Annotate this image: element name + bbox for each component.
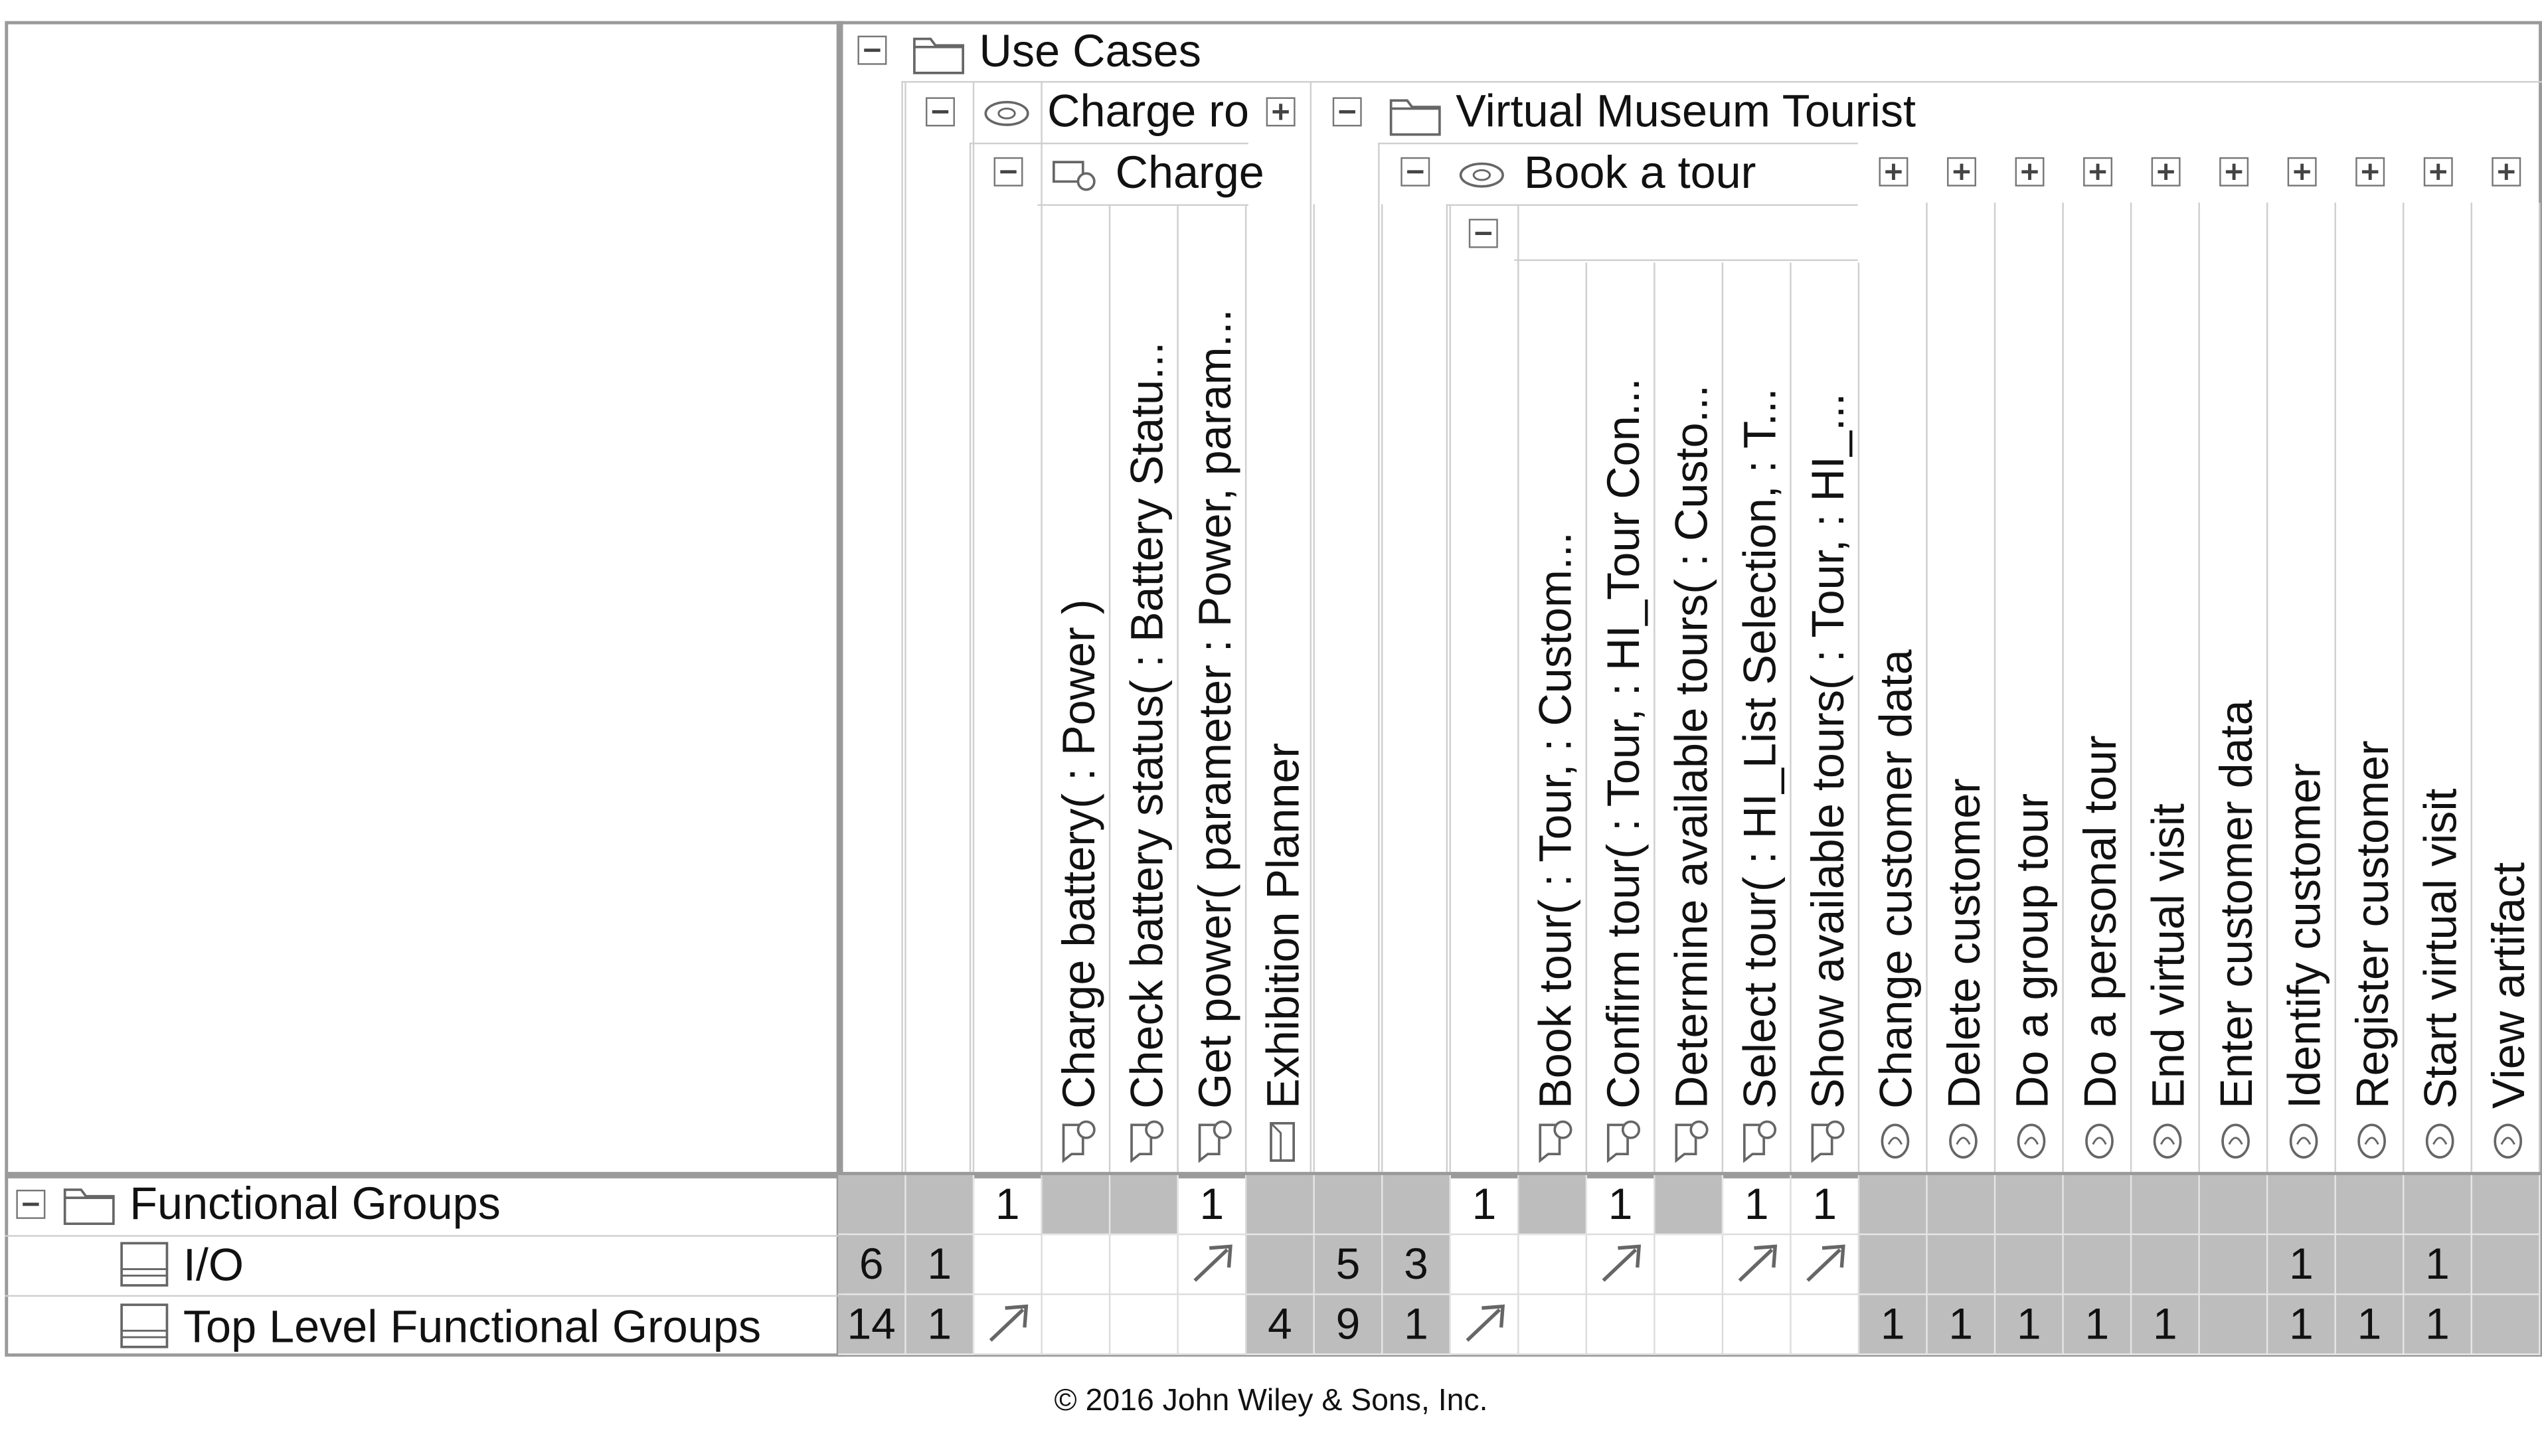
cell-count: 1 bbox=[2153, 1299, 2177, 1348]
operation-icon bbox=[1806, 1119, 1845, 1161]
column-header-label: Do a personal tour bbox=[2075, 735, 2126, 1109]
expand-use-case-button[interactable] bbox=[2492, 157, 2521, 187]
matrix-cell[interactable] bbox=[1383, 1295, 1451, 1355]
matrix-cell[interactable] bbox=[2404, 1235, 2472, 1295]
collapse-virtual-museum-tourist-button[interactable] bbox=[1333, 97, 1362, 126]
use-case-icon bbox=[2282, 1119, 2322, 1161]
dependency-arrow-cell[interactable] bbox=[1587, 1235, 1655, 1295]
cell-count: 1 bbox=[927, 1299, 952, 1348]
collapse-node-button[interactable] bbox=[1469, 219, 1498, 248]
matrix-cell[interactable] bbox=[1995, 1235, 2064, 1295]
matrix-cell[interactable] bbox=[2064, 1175, 2132, 1235]
matrix-cell[interactable] bbox=[1995, 1175, 2064, 1235]
column-separator bbox=[973, 81, 974, 1172]
use-case-icon bbox=[2010, 1119, 2049, 1161]
column-separator bbox=[904, 81, 906, 1172]
row-label-top-level-functional-groups[interactable]: Top Level Functional Groups bbox=[183, 1301, 762, 1352]
block-icon bbox=[1051, 154, 1099, 193]
block-icon bbox=[120, 1242, 169, 1287]
matrix-cell[interactable] bbox=[1246, 1175, 1315, 1235]
collapse-use-cases-button[interactable] bbox=[857, 36, 887, 65]
column-header-label: Exhibition Planner bbox=[1258, 742, 1309, 1109]
matrix-cell[interactable] bbox=[1315, 1235, 1383, 1295]
matrix-cell[interactable] bbox=[2268, 1175, 2336, 1235]
matrix-cell[interactable] bbox=[1315, 1175, 1383, 1235]
cell-count: 1 bbox=[2357, 1299, 2382, 1348]
matrix-cell[interactable] bbox=[1792, 1295, 1860, 1355]
matrix-cell[interactable] bbox=[2200, 1295, 2268, 1355]
expand-use-case-button[interactable] bbox=[1947, 157, 1976, 187]
operation-icon bbox=[1533, 1119, 1572, 1161]
use-case-icon bbox=[2215, 1119, 2254, 1161]
cell-count: 9 bbox=[1335, 1299, 1361, 1348]
matrix-cell[interactable] bbox=[1792, 1175, 1860, 1235]
cell-count: 1 bbox=[1812, 1179, 1837, 1228]
expand-use-case-button[interactable] bbox=[2152, 157, 2181, 187]
matrix-cell[interactable] bbox=[1519, 1175, 1588, 1235]
column-header-label: Enter customer data bbox=[2211, 700, 2262, 1109]
row-label-io[interactable]: I/O bbox=[183, 1240, 244, 1291]
matrix-cell[interactable] bbox=[1723, 1295, 1792, 1355]
column-header-label: Register customer bbox=[2347, 740, 2398, 1109]
expand-use-case-button[interactable] bbox=[2424, 157, 2453, 187]
use-case-icon bbox=[2418, 1119, 2458, 1161]
column-separator bbox=[1381, 204, 1383, 1172]
dependency-arrow-cell[interactable] bbox=[1179, 1235, 1247, 1295]
use-case-icon bbox=[2078, 1119, 2118, 1161]
cell-count: 1 bbox=[1472, 1179, 1497, 1228]
cell-count: 4 bbox=[1268, 1299, 1292, 1348]
matrix-cell[interactable] bbox=[838, 1175, 906, 1235]
cell-count: 1 bbox=[2425, 1239, 2450, 1288]
matrix-cell[interactable] bbox=[1451, 1235, 1519, 1295]
matrix-cell[interactable] bbox=[1246, 1235, 1315, 1295]
expand-use-case-button[interactable] bbox=[2288, 157, 2317, 187]
matrix-cell[interactable] bbox=[1110, 1295, 1179, 1355]
column-header-label: Start virtual visit bbox=[2415, 788, 2466, 1109]
book-a-tour-label: Book a tour bbox=[1523, 147, 1756, 198]
operation-icon bbox=[1193, 1119, 1232, 1161]
dependency-arrow-cell[interactable] bbox=[1792, 1235, 1860, 1295]
operation-icon bbox=[1670, 1119, 1709, 1161]
use-case-icon bbox=[1458, 159, 1506, 191]
matrix-cell[interactable] bbox=[1519, 1235, 1588, 1295]
matrix-cell[interactable] bbox=[2064, 1235, 2132, 1295]
matrix-cell[interactable] bbox=[1655, 1235, 1724, 1295]
dependency-arrow-icon bbox=[1187, 1242, 1236, 1287]
collapse-functional-groups-button[interactable] bbox=[16, 1190, 45, 1219]
matrix-cell[interactable] bbox=[906, 1235, 975, 1295]
dependency-arrow-icon bbox=[1733, 1242, 1781, 1287]
matrix-cell[interactable] bbox=[1383, 1235, 1451, 1295]
cell-count: 1 bbox=[1199, 1179, 1225, 1228]
expand-use-case-button[interactable] bbox=[2083, 157, 2112, 187]
matrix-cell[interactable] bbox=[1043, 1235, 1111, 1295]
dependency-arrow-icon bbox=[1800, 1242, 1849, 1287]
charge-block-label: Charge bbox=[1115, 147, 1264, 198]
row-label-functional-groups[interactable]: Functional Groups bbox=[129, 1178, 501, 1229]
cell-count: 1 bbox=[1744, 1179, 1769, 1228]
cell-count: 1 bbox=[2016, 1299, 2041, 1348]
cell-count: 1 bbox=[927, 1239, 952, 1288]
matrix-cell[interactable] bbox=[1655, 1295, 1724, 1355]
matrix-cell[interactable] bbox=[974, 1235, 1043, 1295]
charge-robot-label: Charge ro bbox=[1047, 86, 1250, 137]
matrix-cell[interactable] bbox=[2336, 1295, 2405, 1355]
column-header-label: Book tour( : Tour, : Custom... bbox=[1530, 532, 1581, 1109]
operation-icon bbox=[1057, 1119, 1096, 1161]
matrix-cell[interactable] bbox=[2472, 1235, 2541, 1295]
matrix-cell[interactable] bbox=[1723, 1175, 1792, 1235]
dependency-arrow-cell[interactable] bbox=[1451, 1295, 1519, 1355]
column-header-label: Delete customer bbox=[1938, 778, 1990, 1109]
column-header-label: View artifact bbox=[2484, 862, 2534, 1109]
matrix-cell[interactable] bbox=[1043, 1175, 1111, 1235]
folder-icon bbox=[912, 33, 964, 74]
expand-use-case-button[interactable] bbox=[2219, 157, 2248, 187]
column-header-label: Change customer data bbox=[1871, 649, 1921, 1109]
row-header-divider bbox=[837, 21, 843, 1357]
column-separator bbox=[1517, 204, 1519, 1172]
matrix-cell[interactable] bbox=[2404, 1295, 2472, 1355]
column-header-label: End virtual visit bbox=[2143, 803, 2194, 1109]
matrix-cell[interactable] bbox=[1587, 1175, 1655, 1235]
use-case-icon bbox=[1942, 1119, 1982, 1161]
column-header-label: Select tour( : HI_List Selection, : T... bbox=[1735, 388, 1785, 1109]
matrix-cell[interactable] bbox=[1928, 1295, 1996, 1355]
matrix-cell[interactable] bbox=[2200, 1175, 2268, 1235]
folder-icon bbox=[63, 1183, 115, 1225]
cell-count: 3 bbox=[1404, 1239, 1428, 1288]
matrix-cell[interactable] bbox=[1110, 1235, 1179, 1295]
dependency-arrow-cell[interactable] bbox=[1723, 1235, 1792, 1295]
matrix-cell[interactable] bbox=[1451, 1175, 1519, 1235]
matrix-cell[interactable] bbox=[2268, 1235, 2336, 1295]
matrix-cell[interactable] bbox=[906, 1295, 975, 1355]
expand-node-button[interactable] bbox=[1266, 97, 1296, 126]
cell-count: 5 bbox=[1335, 1239, 1361, 1288]
matrix-cell[interactable] bbox=[2064, 1295, 2132, 1355]
matrix-cell[interactable] bbox=[1928, 1235, 1996, 1295]
block-icon bbox=[120, 1303, 169, 1348]
column-header-label: Get power( parameter : Power, param... bbox=[1189, 309, 1240, 1109]
matrix-cell[interactable] bbox=[1179, 1295, 1247, 1355]
operation-icon bbox=[1738, 1119, 1777, 1161]
matrix-cell[interactable] bbox=[906, 1175, 975, 1235]
matrix-cell[interactable] bbox=[1995, 1295, 2064, 1355]
column-header-label: Identify customer bbox=[2279, 763, 2330, 1109]
column-header-label: Check battery status( : Battery Statu... bbox=[1122, 341, 1173, 1109]
matrix-cell[interactable] bbox=[1519, 1295, 1588, 1355]
matrix-cell[interactable] bbox=[1859, 1175, 1928, 1235]
matrix-cell[interactable] bbox=[1928, 1175, 1996, 1235]
use-case-icon bbox=[2146, 1119, 2185, 1161]
dependency-arrow-icon bbox=[983, 1301, 1032, 1346]
copyright-text: © 2016 John Wiley & Sons, Inc. bbox=[1054, 1384, 1488, 1419]
dependency-arrow-icon bbox=[1596, 1242, 1644, 1287]
cell-count: 1 bbox=[2084, 1299, 2110, 1348]
matrix-cell[interactable] bbox=[2268, 1295, 2336, 1355]
cell-count: 1 bbox=[2289, 1299, 2314, 1348]
column-separator bbox=[1041, 81, 1042, 1172]
cell-count: 6 bbox=[859, 1239, 884, 1288]
matrix-cell[interactable] bbox=[2132, 1175, 2200, 1235]
dependency-arrow-icon bbox=[1460, 1301, 1508, 1346]
cell-count: 1 bbox=[995, 1179, 1020, 1228]
column-header-label: Do a group tour bbox=[2007, 793, 2058, 1109]
matrix-cell[interactable] bbox=[2472, 1295, 2541, 1355]
operation-icon bbox=[1125, 1119, 1164, 1161]
collapse-charge-block-button[interactable] bbox=[994, 157, 1023, 187]
virtual-museum-tourist-label: Virtual Museum Tourist bbox=[1456, 86, 1916, 137]
collapse-book-a-tour-button[interactable] bbox=[1400, 157, 1430, 187]
cell-count: 1 bbox=[1880, 1299, 1905, 1348]
cell-count: 1 bbox=[2289, 1239, 2314, 1288]
matrix-cell[interactable] bbox=[838, 1295, 906, 1355]
matrix-cell[interactable] bbox=[2336, 1235, 2405, 1295]
cell-count: 1 bbox=[1404, 1299, 1428, 1348]
matrix-cell[interactable] bbox=[1110, 1175, 1179, 1235]
matrix-cell[interactable] bbox=[1587, 1295, 1655, 1355]
use-case-icon bbox=[2487, 1119, 2526, 1161]
use-cases-label: Use Cases bbox=[979, 26, 1201, 76]
document-icon bbox=[1261, 1119, 1300, 1161]
matrix-cell[interactable] bbox=[2132, 1235, 2200, 1295]
use-case-icon bbox=[1874, 1119, 1913, 1161]
expand-use-case-button[interactable] bbox=[2015, 157, 2045, 187]
matrix-cell[interactable] bbox=[2132, 1295, 2200, 1355]
expand-use-case-button[interactable] bbox=[1879, 157, 1908, 187]
column-header-label: Determine available tours( : Custo... bbox=[1666, 384, 1717, 1109]
collapse-charge-robot-button[interactable] bbox=[926, 97, 955, 126]
cell-count: 1 bbox=[2425, 1299, 2450, 1348]
column-header-label: Confirm tour( : Tour, : HI_Tour Con... bbox=[1598, 378, 1649, 1109]
matrix-cell[interactable] bbox=[2472, 1175, 2541, 1235]
matrix-cell[interactable] bbox=[2404, 1175, 2472, 1235]
matrix-cell[interactable] bbox=[1859, 1295, 1928, 1355]
column-separator bbox=[1450, 204, 1451, 1172]
matrix-cell[interactable] bbox=[1043, 1295, 1111, 1355]
cell-count: 1 bbox=[1948, 1299, 1974, 1348]
matrix-cell[interactable] bbox=[1179, 1175, 1247, 1235]
column-header-label: Charge battery( : Power ) bbox=[1053, 599, 1104, 1109]
matrix-cell[interactable] bbox=[1655, 1175, 1724, 1235]
use-case-icon bbox=[2351, 1119, 2390, 1161]
operation-icon bbox=[1602, 1119, 1641, 1161]
matrix-cell[interactable] bbox=[838, 1235, 906, 1295]
matrix-cell[interactable] bbox=[2336, 1175, 2405, 1235]
folder-icon bbox=[1389, 94, 1441, 136]
cell-count: 1 bbox=[1608, 1179, 1633, 1228]
matrix-cell[interactable] bbox=[1859, 1235, 1928, 1295]
use-case-icon bbox=[982, 97, 1031, 129]
matrix-cell[interactable] bbox=[1315, 1295, 1383, 1355]
cell-count: 14 bbox=[847, 1299, 896, 1348]
matrix-cell[interactable] bbox=[974, 1175, 1043, 1235]
matrix-cell[interactable] bbox=[2200, 1235, 2268, 1295]
dependency-arrow-cell[interactable] bbox=[974, 1295, 1043, 1355]
column-header-label: Show available tours( : Tour, : HI_... bbox=[1802, 393, 1853, 1109]
expand-use-case-button[interactable] bbox=[2355, 157, 2385, 187]
matrix-cell[interactable] bbox=[1383, 1175, 1451, 1235]
matrix-cell[interactable] bbox=[1246, 1295, 1315, 1355]
